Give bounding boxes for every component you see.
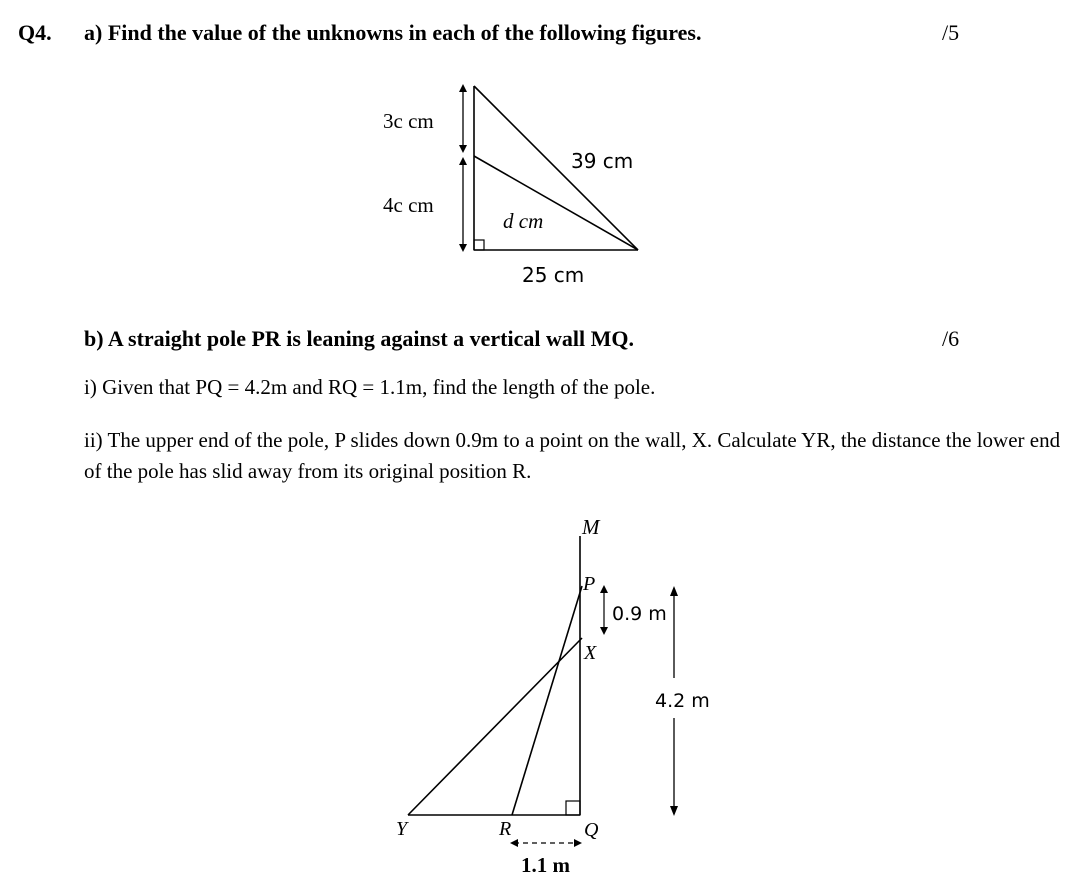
figure-b-label-height: 4.2 m [655, 690, 710, 712]
figure-b-label-y: Y [396, 818, 408, 840]
figure-b-label-slide: 0.9 m [612, 603, 667, 625]
figure-b-label-x: X [584, 642, 597, 664]
part-b-sub-ii: ii) The upper end of the pole, P slides down 0.9m to a point on the wall, X. Calculate YR, the distance the lower end of the pole has slid away from its original position R. [84, 428, 1061, 483]
part-b-prompt: b) A straight pole PR is leaning against a vertical wall MQ. [84, 326, 634, 351]
figure-a-label-d: d cm [503, 209, 544, 233]
figure-b-arrow-height-top [670, 586, 678, 596]
part-a-prompt: a) Find the value of the unknowns in each of the following figures. [84, 20, 702, 45]
figure-b-pole-pr [512, 586, 582, 815]
figure-a-label-25: 25 cm [522, 263, 585, 287]
part-b-sub-i: i) Given that PQ = 4.2m and RQ = 1.1m, find the length of the pole. [84, 375, 656, 399]
figure-b-pole-xy [408, 638, 582, 815]
figure-b-label-m: M [582, 515, 600, 539]
figure-b-arrow-slide-top [600, 585, 608, 593]
question-number: Q4. [18, 20, 52, 45]
figure-b-arrow-base-left [510, 839, 518, 847]
figure-b-arrow-base-right [574, 839, 582, 847]
part-b-marks: /6 [942, 326, 960, 351]
figure-b-label-base: 1.1 m [521, 853, 570, 877]
part-a-marks: /5 [942, 20, 960, 45]
figure-b-arrow-height-bottom [670, 806, 678, 816]
figure-a-label-3c: 3c cm [383, 109, 434, 133]
figure-b-label-p: P [583, 573, 596, 595]
figure-b-arrow-slide-bottom [600, 627, 608, 635]
figure-b-label-r: R [499, 818, 512, 840]
figure-a-label-39: 39 cm [571, 149, 634, 173]
figure-a-label-4c: 4c cm [383, 193, 434, 217]
figure-b-label-q: Q [584, 819, 599, 841]
figure-b-right-angle [566, 801, 580, 815]
